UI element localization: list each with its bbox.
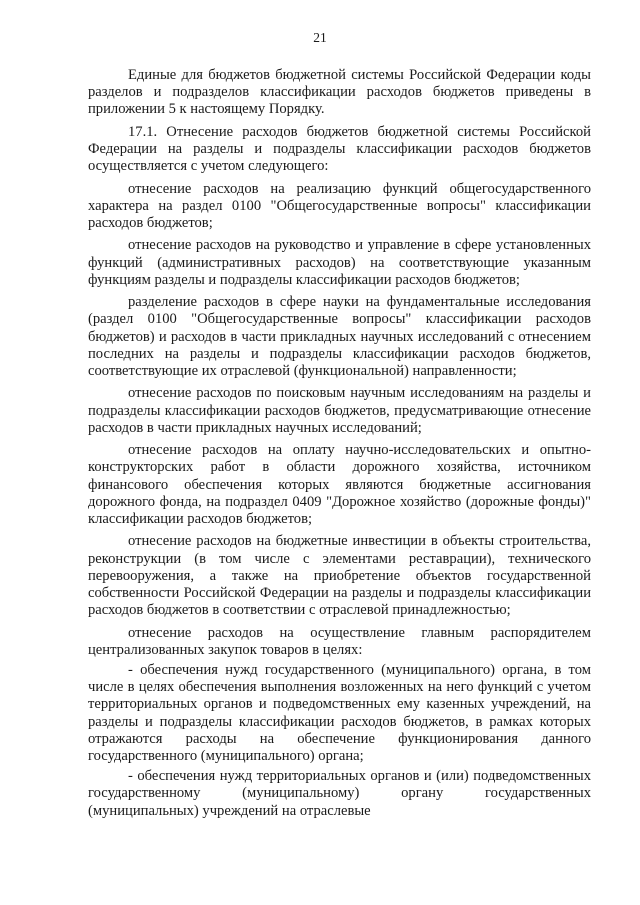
paragraph-budget-codes: Единые для бюджетов бюджетной системы Российской Федерации коды разделов и подразделов классификации расходов бюджетов приведены в приложении 5 к настоящему Порядку. bbox=[88, 67, 591, 118]
paragraph-budget-investments: отнесение расходов на бюджетные инвестиции в объекты строительства, реконструкции (в том числе с элементами реставрации), технического перевооружения, а также на приобретение объектов государственной собственности Российской Федерации на разделы и подразделы классификации расходов бюджетов в соответствии с отраслевой принадлежностью; bbox=[88, 533, 591, 619]
paragraph-road-research: отнесение расходов на оплату научно-исследовательских и опытно-конструкторских работ в области дорожного хозяйства, источником финансового обеспечения которых являются бюджетные ассигнования дорожного фонда, на подраздел 0409 "Дорожное хозяйство (дорожные фонды)" классификации расходов бюджетов; bbox=[88, 442, 591, 527]
paragraph-centralized-procurement: отнесение расходов на осуществление главным распорядителем централизованных закупок товаров в целях: bbox=[88, 624, 591, 658]
paragraph-administrative-expenses: отнесение расходов на руководство и управление в сфере установленных функций (административных расходов) на соответствующие указанным функциям разделы и подразделы классификации расходов бюджетов; bbox=[88, 237, 591, 288]
paragraph-general-state-functions: отнесение расходов на реализацию функций общегосударственного характера на раздел 0100 "Общегосударственные вопросы" классификации расходов бюджетов; bbox=[88, 180, 591, 231]
paragraph-science-expenses: разделение расходов в сфере науки на фундаментальные исследования (раздел 0100 "Общегосударственные вопросы" классификации расходов бюджетов) и расходов в части прикладных научных исследований с отнесением последних на разделы и подразделы классификации расходов бюджетов, соответствующие их отраслевой (функциональной) направленности; bbox=[88, 294, 591, 379]
paragraph-territorial-bodies-needs: - обеспечения нужд территориальных органов и (или) подведомственных государственному (муниципальному) органу государственных (муниципальных) учреждений на отраслевые bbox=[88, 768, 591, 819]
paragraph-exploratory-research: отнесение расходов по поисковым научным исследованиям на разделы и подразделы классификации расходов бюджетов, предусматривающие отнесение расходов в части прикладных научных исследований; bbox=[88, 385, 591, 436]
page-number: 21 bbox=[313, 30, 327, 45]
paragraph-state-body-needs: - обеспечения нужд государственного (муниципального) органа, в том числе в целях обеспечения выполнения возложенных на него функций с учетом территориальных органов и подведомственных ему казенных учреждений, на разделы и подразделы классификации расходов бюджетов, в рамках которых отражаются расходы на обеспечение функционирования данного государственного (муниципального) органа; bbox=[88, 662, 591, 765]
document-body bbox=[88, 67, 591, 820]
paragraph-17-1-intro: 17.1. Отнесение расходов бюджетов бюджетной системы Российской Федерации на разделы и подразделы классификации расходов бюджетов осуществляется с учетом следующего: bbox=[88, 123, 591, 175]
